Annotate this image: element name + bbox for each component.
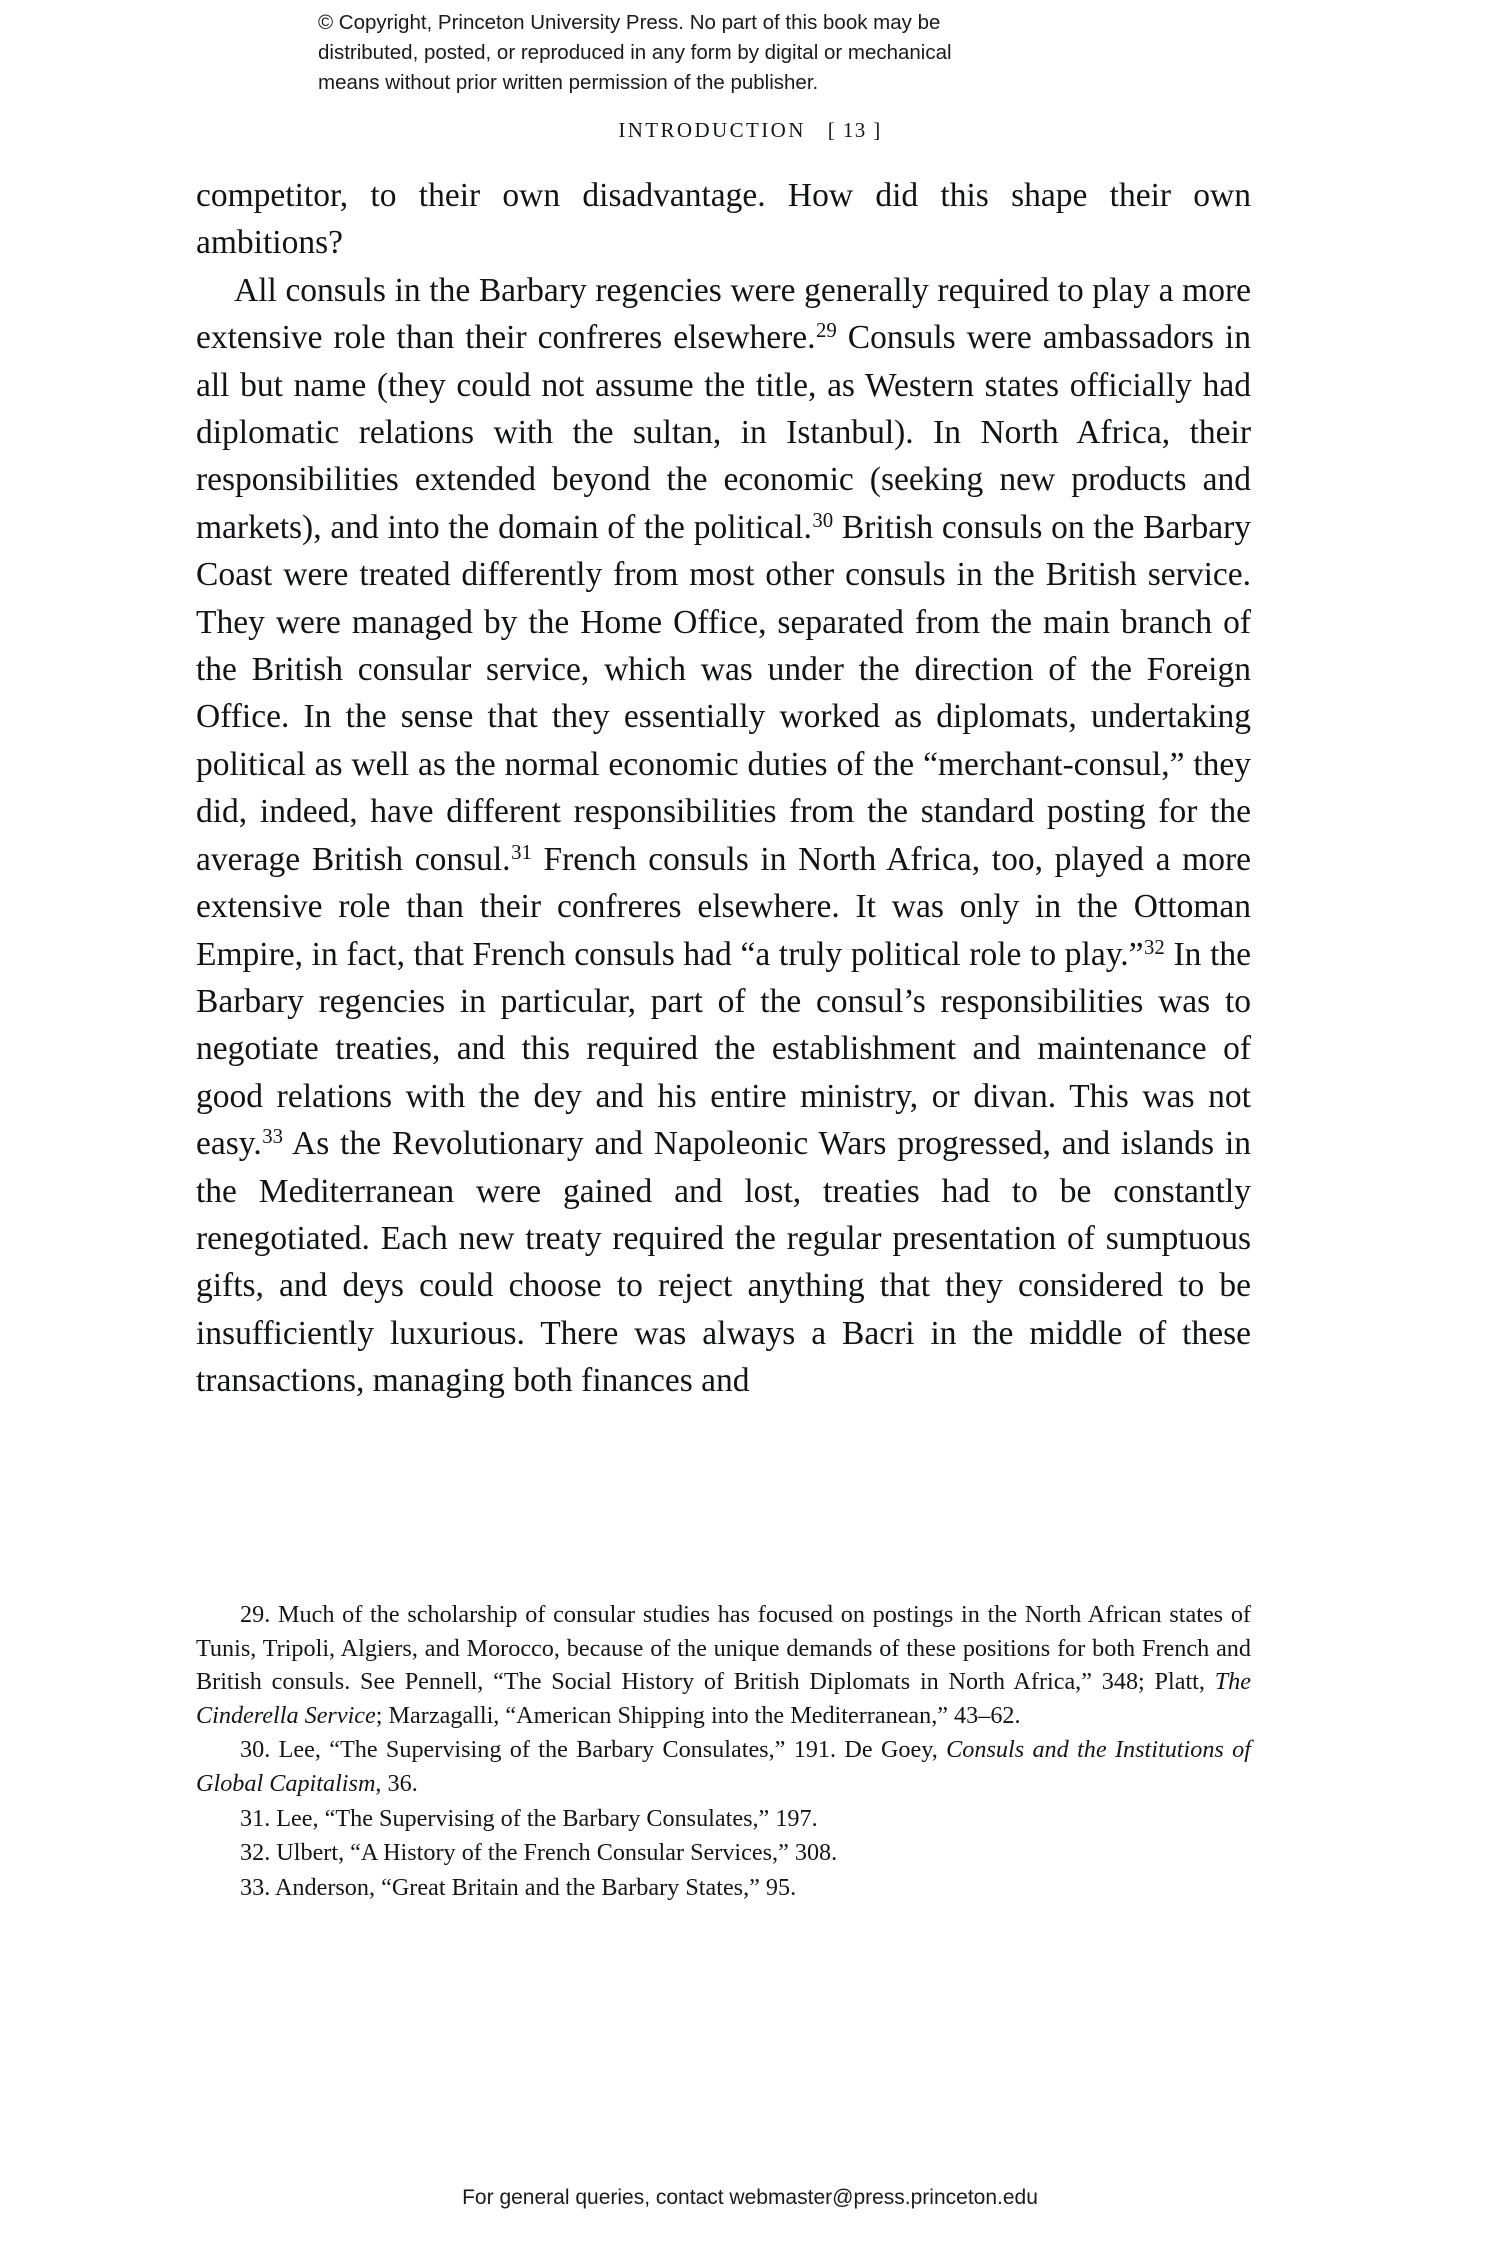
footnote-ref-29[interactable]: 29 (815, 319, 837, 343)
copyright-line-3: means without prior written permission of the publisher. (318, 71, 819, 94)
footnote-29 (196, 1598, 1251, 1732)
page-folio: [ 13 ] (827, 118, 882, 142)
footnote-30-text-a: 30. Lee, “The Supervising of the Barbary Consulates,” 191. De Goey, (240, 1736, 947, 1764)
footnote-32: 32. Ulbert, “A History of the French Consular Services,” 308. (240, 1839, 838, 1867)
footnote-29-text-b: ; Marzagalli, “American Shipping into the Mediterranean,” 43–62. (375, 1701, 1021, 1729)
running-head (0, 118, 1500, 143)
footnote-30-text-b: , 36. (375, 1769, 418, 1797)
paragraph-2-part-e: In the Barbary regencies in particular, part of the consul’s responsibilities was to negotiate treaties, and this required the establishment and maintenance of good relations with the dey and his entire ministry, or divan. This was not easy. (196, 935, 1251, 1163)
body-text-column (196, 172, 1251, 1405)
paragraph-2-part-a: All consuls in the Barbary regencies were generally required to play a more extensive role than their confreres elsewhere. (196, 271, 1251, 357)
paragraph-2-part-c: British consuls on the Barbary Coast were treated differently from most other consuls in the British service. They were managed by the Home Office, separated from the main branch of the British consular service, which was under the direction of the Foreign Office. In the sense that they essentially worked as diplomats, undertaking political as well as the normal economic duties of the “merchant-consul,” they did, indeed, have different responsibilities from the standard posting for the average British consul. (196, 508, 1252, 878)
paragraph-continuation (196, 172, 1251, 267)
copyright-line-1: © Copyright, Princeton University Press. No part of this book may be (318, 11, 941, 34)
paragraph-2-part-b: Consuls were ambassadors in all but name (they could not assume the title, as Western states officially had diplomatic relations with the sultan, in Istanbul). In North Africa, their responsibilities extended beyond the economic (seeking new products and markets), and into the domain of the political. (196, 319, 1251, 546)
footnote-29-text-a: 29. Much of the scholarship of consular studies has focused on postings in the North African states of Tunis, Tripoli, Algiers, and Morocco, because of the unique demands of these positions for both French and British consuls. See Pennell, “The Social History of British Diplomats in North Africa,” 348; Platt, (196, 1601, 1251, 1696)
footnote-section (196, 1598, 1251, 1905)
footnote-30 (196, 1733, 1251, 1800)
paragraph-2-part-f: As the Revolutionary and Napoleonic Wars progressed, and islands in the Mediterranean were gained and lost, treaties had to be constantly renegotiated. Each new treaty required the regular presentation of sumptuous gifts, and deys could choose to reject anything that they considered to be insufficiently luxurious. There was always a Bacri in the middle of these transactions, managing both finances and (196, 1125, 1251, 1400)
footer-queries-notice: For general queries, contact webmaster@press.princeton.edu (462, 2186, 1038, 2209)
running-head-title: INTRODUCTION (618, 118, 806, 142)
paragraph-2-part-d: French consuls in North Africa, too, played a more extensive role than their confreres elsewhere. It was only in the Ottoman Empire, in fact, that French consuls had “a truly political role to play.” (196, 840, 1251, 973)
paragraph-1-text: competitor, to their own disadvantage. How did this shape their own ambitions? (196, 177, 1251, 262)
footnote-29-title: The Cinderella Service (196, 1668, 1251, 1729)
footnote-ref-30[interactable]: 30 (812, 509, 834, 533)
footnote-33: 33. Anderson, “Great Britain and the Barbary States,” 95. (240, 1873, 797, 1901)
paragraph-consuls (196, 267, 1251, 1405)
footnote-31: 31. Lee, “The Supervising of the Barbary Consulates,” 197. (240, 1804, 818, 1832)
footnote-ref-33[interactable]: 33 (262, 1125, 283, 1149)
footnote-30-title: Consuls and the Institutions of Global Capitalism (196, 1736, 1251, 1797)
copyright-notice (318, 8, 1188, 98)
footnote-ref-31[interactable]: 31 (511, 840, 532, 864)
copyright-line-2: distributed, posted, or reproduced in any form by digital or mechanical (318, 41, 952, 64)
footnote-ref-32[interactable]: 32 (1144, 935, 1165, 959)
